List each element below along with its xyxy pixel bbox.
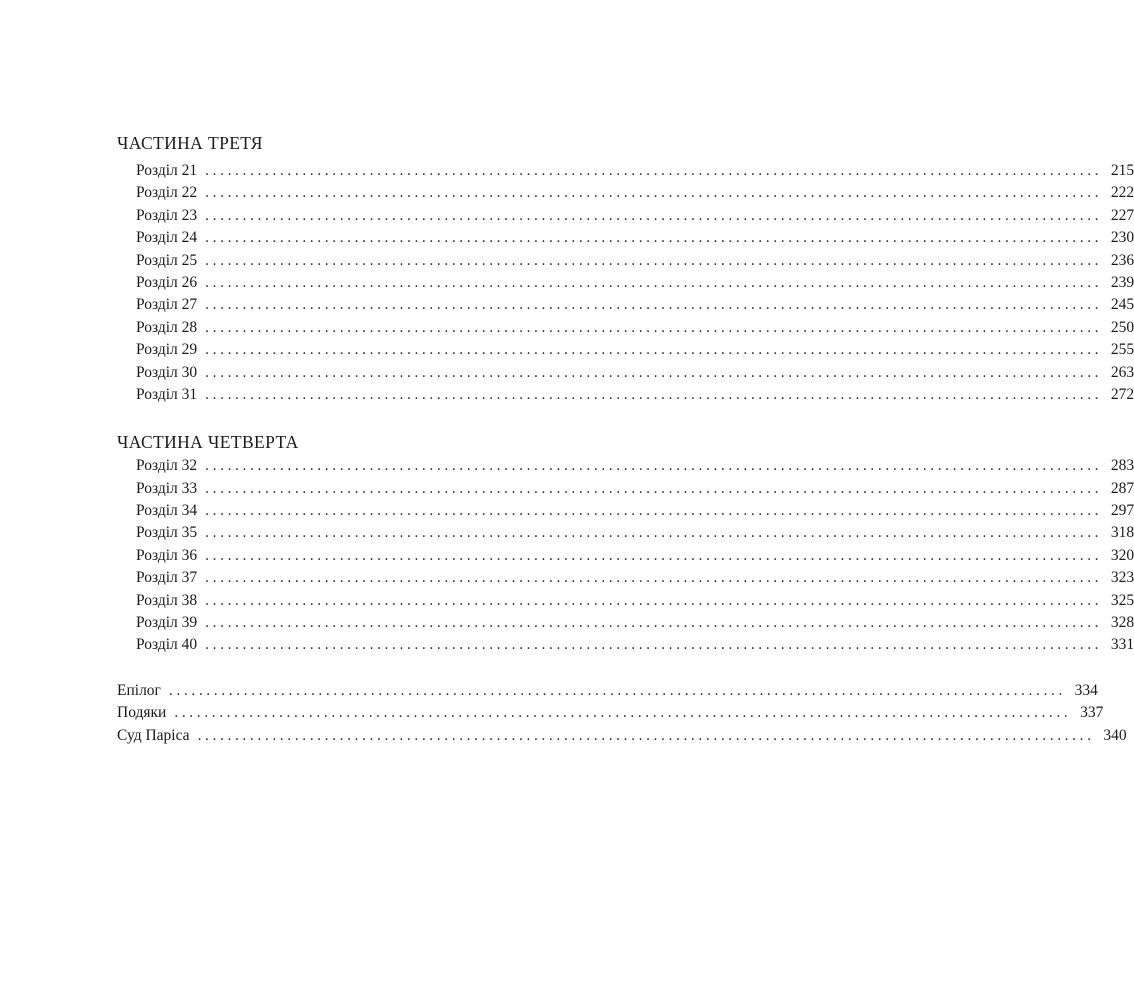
dot-leader: ........................................................................................................................ — [205, 385, 1103, 403]
page-number: 320 — [1110, 546, 1134, 564]
page-number: 334 — [1074, 681, 1098, 699]
entry-label: Розділ 31 — [136, 385, 198, 403]
page-number: 331 — [1110, 636, 1134, 654]
entry-label: Розділ 33 — [136, 479, 198, 497]
part-three-section — [117, 130, 1134, 406]
entry-label: Розділ 36 — [136, 546, 198, 564]
dot-leader: ........................................................................................................................ — [174, 704, 1072, 722]
dot-leader: ........................................................................................................................ — [205, 524, 1103, 542]
entry-label: Розділ 40 — [136, 636, 198, 654]
dot-leader: ........................................................................................................................ — [205, 206, 1103, 224]
chapter-list — [117, 160, 1134, 406]
page-number: 215 — [1110, 162, 1134, 179]
dot-leader: ........................................................................................................................ — [205, 363, 1103, 381]
entry-label: Розділ 22 — [136, 184, 198, 202]
toc-entry[interactable] — [117, 545, 1134, 567]
toc-entry[interactable] — [117, 522, 1134, 544]
page-number: 222 — [1110, 184, 1134, 202]
dot-leader: ........................................................................................................................ — [205, 318, 1103, 336]
toc-entry-acknowledgements[interactable] — [117, 702, 1104, 724]
entry-label: Розділ 32 — [136, 457, 198, 475]
page-number: 318 — [1110, 524, 1134, 542]
dot-leader: ........................................................................................................................ — [205, 273, 1103, 291]
entry-label: Розділ 34 — [136, 502, 198, 520]
part-title: ЧАСТИНА ЧЕТВЕРТА — [117, 432, 299, 453]
toc-entry[interactable] — [117, 567, 1134, 589]
toc-entry[interactable] — [117, 478, 1134, 500]
page-number: 255 — [1110, 341, 1134, 359]
page-number: 230 — [1110, 229, 1134, 247]
toc-entry[interactable] — [117, 362, 1134, 384]
dot-leader: ........................................................................................................................ — [168, 681, 1066, 699]
toc-entry[interactable] — [117, 590, 1134, 612]
toc-entry[interactable] — [117, 182, 1134, 204]
entry-label: Подяки — [117, 704, 167, 722]
back-matter-list — [117, 680, 1127, 747]
dot-leader: ........................................................................................................................ — [205, 296, 1103, 314]
table-of-contents — [117, 130, 1134, 747]
entry-label: Розділ 39 — [136, 614, 198, 632]
page-number: 337 — [1080, 704, 1104, 722]
entry-label: Розділ 28 — [136, 318, 198, 336]
entry-label: Епілог — [117, 681, 161, 699]
page-number: 239 — [1110, 273, 1134, 291]
page-number: 263 — [1110, 363, 1134, 381]
page-number: 297 — [1110, 502, 1134, 520]
page-number: 245 — [1110, 296, 1134, 314]
dot-leader: ........................................................................................................................ — [205, 251, 1103, 269]
dot-leader: ........................................................................................................................ — [197, 726, 1095, 744]
toc-entry[interactable] — [117, 272, 1134, 294]
entry-label: Розділ 24 — [136, 229, 198, 247]
dot-leader: ........................................................................................................................ — [205, 184, 1103, 202]
dot-leader: ........................................................................................................................ — [205, 457, 1103, 475]
page-number: 340 — [1103, 726, 1127, 744]
toc-entry[interactable] — [117, 634, 1134, 656]
dot-leader: ........................................................................................................................ — [205, 636, 1103, 654]
entry-label: Розділ 25 — [136, 251, 198, 269]
page-number: 287 — [1110, 479, 1134, 497]
dot-leader: ........................................................................................................................ — [205, 569, 1103, 587]
dot-leader: ........................................................................................................................ — [205, 162, 1103, 179]
page-number: 328 — [1110, 614, 1134, 632]
toc-entry[interactable] — [117, 294, 1134, 316]
dot-leader: ........................................................................................................................ — [205, 502, 1103, 520]
chapter-list — [117, 455, 1134, 657]
toc-entry[interactable] — [117, 339, 1134, 361]
dot-leader: ........................................................................................................................ — [205, 591, 1103, 609]
toc-entry[interactable] — [117, 160, 1134, 182]
toc-entry-epilogue[interactable] — [117, 680, 1098, 702]
page-number: 227 — [1110, 206, 1134, 224]
dot-leader: ........................................................................................................................ — [205, 479, 1103, 497]
page-number: 283 — [1110, 457, 1134, 475]
toc-entry[interactable] — [117, 250, 1134, 272]
entry-label: Розділ 27 — [136, 296, 198, 314]
back-matter-section — [117, 680, 1127, 747]
page-number: 272 — [1110, 385, 1134, 403]
entry-label: Суд Паріса — [117, 726, 190, 744]
part-title: ЧАСТИНА ТРЕТЯ — [117, 133, 263, 153]
entry-label: Розділ 35 — [136, 524, 198, 542]
dot-leader: ........................................................................................................................ — [205, 229, 1103, 247]
entry-label: Розділ 29 — [136, 341, 198, 359]
entry-label: Розділ 37 — [136, 569, 198, 587]
toc-entry[interactable] — [117, 227, 1134, 249]
dot-leader: ........................................................................................................................ — [205, 341, 1103, 359]
page-number: 325 — [1110, 591, 1134, 609]
toc-entry[interactable] — [117, 612, 1134, 634]
toc-entry[interactable] — [117, 205, 1134, 227]
page-number: 250 — [1110, 318, 1134, 336]
entry-label: Розділ 21 — [136, 162, 198, 179]
toc-entry[interactable] — [117, 317, 1134, 339]
toc-entry[interactable] — [117, 455, 1134, 477]
toc-entry-judgement-of-paris[interactable] — [117, 725, 1127, 747]
entry-label: Розділ 38 — [136, 591, 198, 609]
part-four-section — [117, 429, 1134, 657]
entry-label: Розділ 23 — [136, 206, 198, 224]
entry-label: Розділ 30 — [136, 363, 198, 381]
page-number: 323 — [1110, 569, 1134, 587]
entry-label: Розділ 26 — [136, 273, 198, 291]
dot-leader: ........................................................................................................................ — [205, 546, 1103, 564]
page-number: 236 — [1110, 251, 1134, 269]
toc-entry[interactable] — [117, 500, 1134, 522]
toc-entry[interactable] — [117, 384, 1134, 406]
dot-leader: ........................................................................................................................ — [205, 614, 1103, 632]
